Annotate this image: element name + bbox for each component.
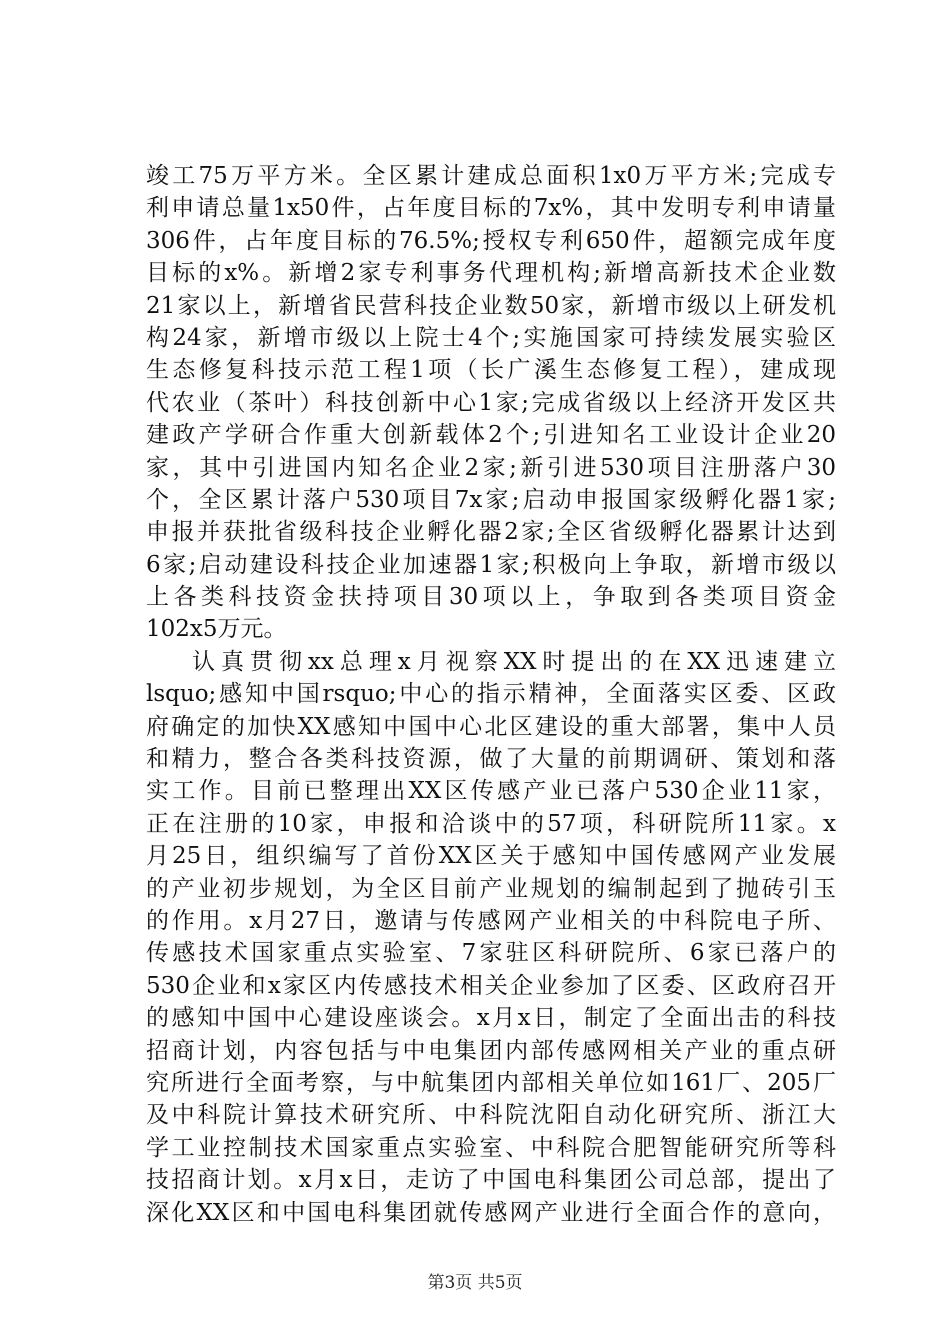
text-line: 正在注册的10家，申报和洽谈中的57项，科研院所11家。x [146,810,836,837]
text-line: 月25日，组织编写了首份XX区关于感知中国传感网产业发展 [146,843,836,870]
text-line-last: 102x5万元。 [146,616,287,643]
text-line: 家，其中引进国内知名企业2家;新引进530项目注册落户30 [146,454,836,481]
text-line: 深化XX区和中国电科集团就传感网产业进行全面合作的意向， [146,1199,836,1226]
text-line: 学工业控制技术国家重点实验室、中科院合肥智能研究所等科 [146,1134,836,1161]
text-line: 生态修复科技示范工程1项（长广溪生态修复工程），建成现 [146,357,836,384]
text-line: 申报并获批省级科技企业孵化器2家;全区省级孵化器累计达到 [146,519,836,546]
text-line: 530企业和x家区内传感技术相关企业参加了区委、区政府召开 [146,972,836,999]
text-line: 6家;启动建设科技企业加速器1家;积极向上争取，新增市级以 [146,551,836,578]
text-line: 21家以上，新增省民营科技企业数50家，新增市级以上研发机 [146,292,836,319]
text-line: 代农业（茶叶）科技创新中心1家;完成省级以上经济开发区共 [146,389,836,416]
text-line: 和精力，整合各类科技资源，做了大量的前期调研、策划和落 [146,746,836,773]
text-line: 上各类科技资金扶持项目30项以上，争取到各类项目资金 [146,584,836,611]
text-line: 招商计划，内容包括与中电集团内部传感网相关产业的重点研 [146,1037,836,1064]
text-line: 建政产学研合作重大创新载体2个;引进知名工业设计企业20 [146,422,836,449]
document-body [146,160,836,1229]
text-line: 的感知中国中心建设座谈会。x月x日，制定了全面出击的科技 [146,1005,836,1032]
text-line: lsquo;感知中国rsquo;中心的指示精神，全面落实区委、区政 [146,681,836,708]
text-line: 及中科院计算技术研究所、中科院沈阳自动化研究所、浙江大 [146,1102,836,1129]
text-line-first: 认真贯彻xx总理x月视察XX时提出的在XX迅速建立 [192,648,836,675]
text-line: 的产业初步规划，为全区目前产业规划的编制起到了抛砖引玉 [146,875,836,902]
text-line: 306件，占年度目标的76.5%;授权专利650件，超额完成年度 [146,227,836,254]
text-line: 构24家，新增市级以上院士4个;实施国家可持续发展实验区 [146,324,836,351]
text-line: 目标的x%。新增2家专利事务代理机构;新增高新技术企业数 [146,260,836,287]
text-line: 利申请总量1x50件，占年度目标的7x%，其中发明专利申请量 [146,195,836,222]
text-line: 技招商计划。x月x日，走访了中国电科集团公司总部，提出了 [146,1167,836,1194]
text-line: 竣工75万平方米。全区累计建成总面积1x0万平方米;完成专 [146,163,836,189]
page-number-footer: 第3页 共5页 [427,1273,523,1293]
text-line: 传感技术国家重点实验室、7家驻区科研院所、6家已落户的 [146,940,836,967]
text-line: 府确定的加快XX感知中国中心北区建设的重大部署，集中人员 [146,713,836,740]
paragraph-2 [146,646,836,1229]
paragraph-1 [146,160,836,646]
text-line: 个，全区累计落户530项目7x家;启动申报国家级孵化器1家; [146,486,836,513]
text-line: 的作用。x月27日，邀请与传感网产业相关的中科院电子所、 [146,907,836,934]
text-line: 究所进行全面考察，与中航集团内部相关单位如161厂、205厂 [146,1069,836,1096]
text-line: 实工作。目前已整理出XX区传感产业已落户530企业11家， [146,778,836,805]
